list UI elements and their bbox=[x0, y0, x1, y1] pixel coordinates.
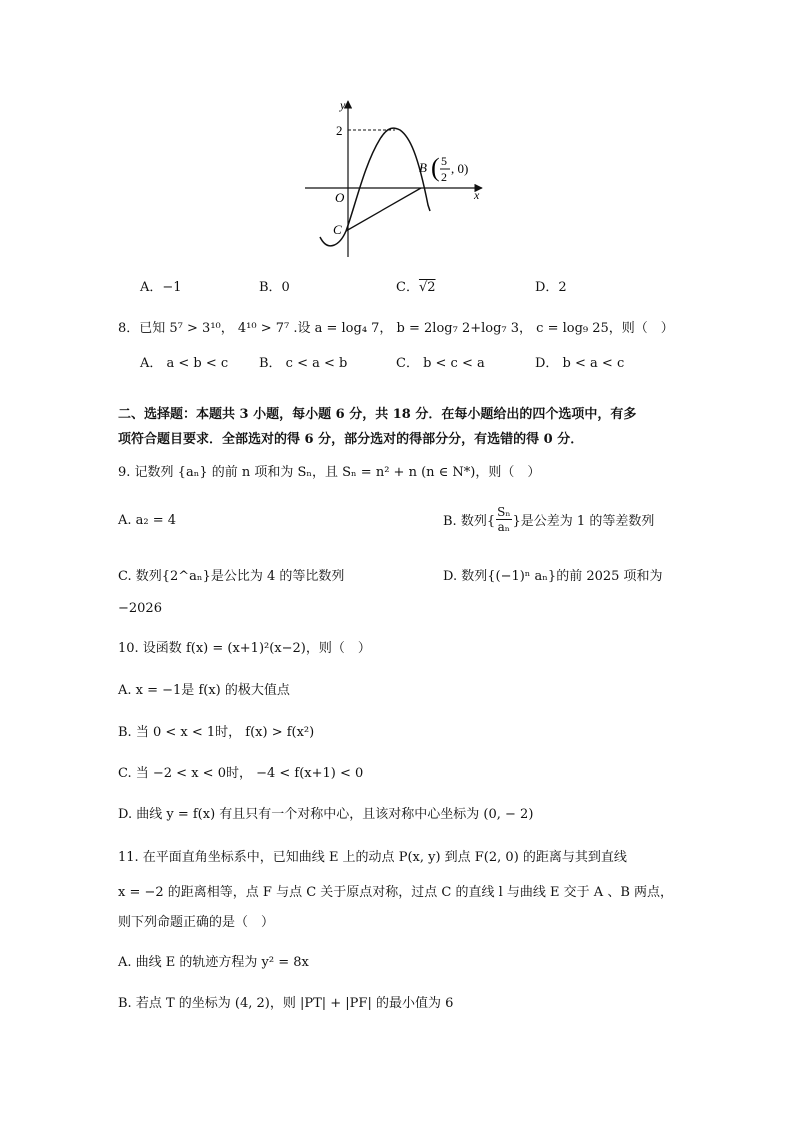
q9-option-b bbox=[443, 505, 654, 534]
point-b-label: B bbox=[419, 160, 427, 175]
q9-option-b-suffix: }是公差为 1 的等差数列 bbox=[512, 514, 655, 529]
q11-stem-line2: x = −2 的距离相等，点 F 与点 C 关于原点对称，过点 C 的直线 l 与曲线 E 交于 A 、B 两点， bbox=[118, 885, 674, 900]
q7-option-c bbox=[396, 276, 436, 295]
q7-option-c-label: C． bbox=[396, 280, 419, 295]
q9-option-d: D. 数列{(−1)ⁿ aₙ}的前 2025 项和为 bbox=[443, 569, 663, 584]
q10-option-a: A. x = −1是 f(x) 的极大值点 bbox=[118, 683, 290, 698]
point-b-numerator: 5 bbox=[441, 154, 447, 168]
q9-option-d-value: −2026 bbox=[118, 601, 162, 616]
q8-option-d: D． b < a < c bbox=[535, 356, 625, 371]
q11-stem-line1: 11. 在平面直角坐标系中，已知曲线 E 上的动点 P(x, y) 到点 F(2, 0) 的距离与其到直线 bbox=[118, 850, 627, 865]
q7-option-a: A．−1 bbox=[140, 280, 182, 295]
q9-option-b-prefix: B. 数列{ bbox=[443, 514, 496, 529]
y-axis-label: y bbox=[340, 98, 346, 112]
q9-option-b-fraction bbox=[496, 505, 511, 534]
q11-option-a: A. 曲线 E 的轨迹方程为 y² = 8x bbox=[118, 955, 309, 970]
q11-option-b: B. 若点 T 的坐标为 (4, 2)，则 |PT| + |PF| 的最小值为 6 bbox=[118, 996, 454, 1011]
y-tick-2: 2 bbox=[336, 123, 343, 138]
q8-option-c: C． b < c < a bbox=[396, 356, 485, 371]
q10-option-c: C. 当 −2 < x < 0时， −4 < f(x+1) < 0 bbox=[118, 766, 364, 781]
q8-option-b: B． c < a < b bbox=[259, 356, 348, 371]
q10-option-d: D. 曲线 y = f(x) 有且只有一个对称中心，且该对称中心坐标为 (0, − 2) bbox=[118, 807, 534, 822]
section2-instructions-line1: 二、选择题：本题共 3 小题，每小题 6 分，共 18 分．在每小题给出的四个选项中，有多 bbox=[118, 407, 637, 422]
q8-option-a: A． a < b < c bbox=[140, 356, 229, 371]
point-b-open-paren: ( bbox=[431, 153, 440, 182]
origin-label: O bbox=[335, 190, 345, 205]
point-b-denominator: 2 bbox=[441, 170, 447, 184]
section2-instructions-line2: 项符合题目要求．全部选对的得 6 分，部分选对的得部分分，有选错的得 0 分． bbox=[118, 432, 584, 447]
q11-stem-line3: 则下列命题正确的是（ ） bbox=[118, 915, 275, 930]
point-c-label: C bbox=[333, 222, 342, 237]
point-b-tail: , 0) bbox=[451, 161, 469, 176]
q7-option-c-value: √2 bbox=[418, 280, 436, 295]
q9-option-b-denominator: aₙ bbox=[497, 520, 510, 534]
q10-option-b: B. 当 0 < x < 1时， f(x) > f(x²) bbox=[118, 725, 315, 740]
q9-stem: 9. 记数列 {aₙ} 的前 n 项和为 Sₙ，且 Sₙ = n² + n (n ∈ N*)，则（ ） bbox=[118, 465, 541, 480]
q7-option-b: B．0 bbox=[259, 280, 290, 295]
q9-option-b-numerator: Sₙ bbox=[497, 505, 511, 519]
q7-option-d: D．2 bbox=[535, 280, 567, 295]
q9-option-a: A. a₂ = 4 bbox=[118, 513, 177, 528]
q10-stem: 10. 设函数 f(x) = (x+1)²(x−2)，则（ ） bbox=[118, 641, 371, 656]
function-graph bbox=[300, 95, 500, 265]
q8-stem: 8．已知 5⁷ > 3¹⁰， 4¹⁰ > 7⁷ .设 a = log₄ 7， b = 2log₇ 2+log₇ 3， c = log₉ 25，则（ ） bbox=[118, 321, 674, 336]
q9-option-c: C. 数列{2^aₙ}是公比为 4 的等比数列 bbox=[118, 569, 345, 584]
x-axis-label: x bbox=[474, 188, 480, 202]
